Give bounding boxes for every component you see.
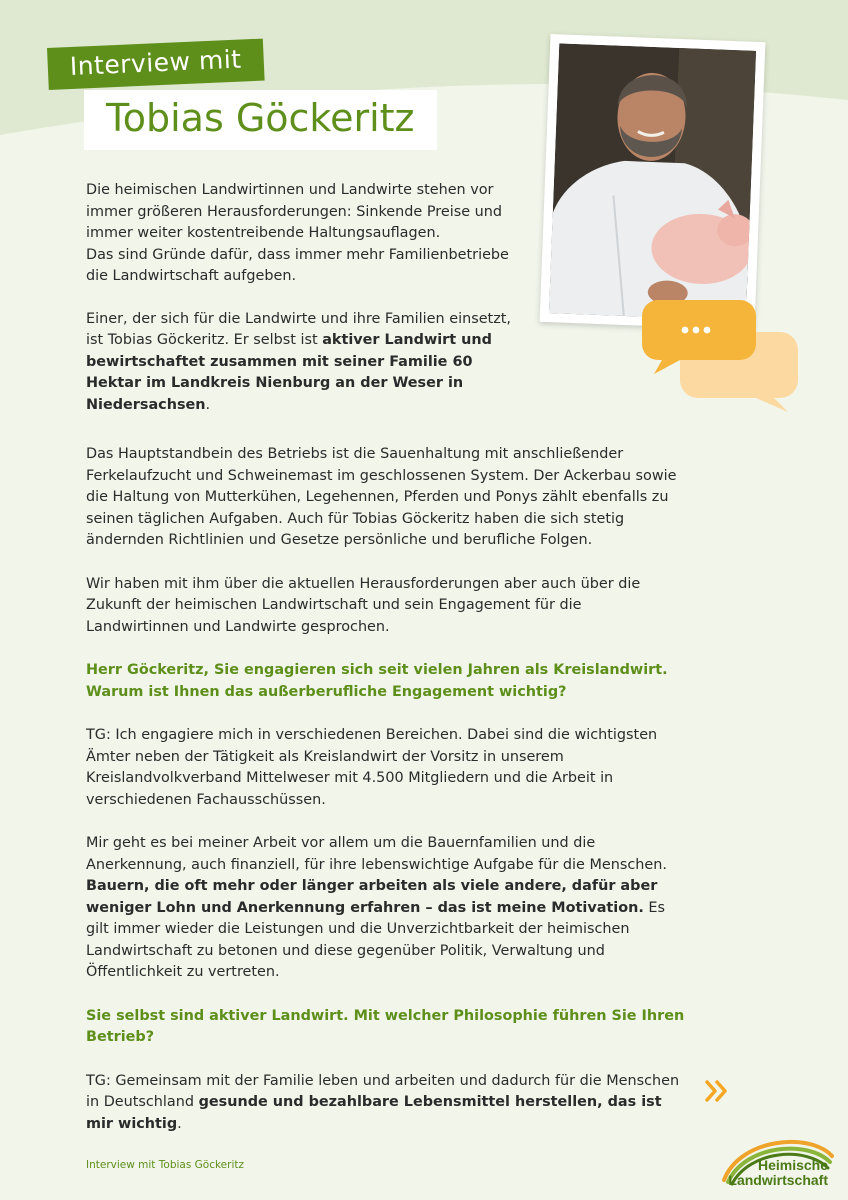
logo-line-2: Landwirtschaft	[728, 1172, 828, 1188]
answer-2: TG: Gemeinsam mit der Familie leben und arbeiten und dadurch für die Menschen in Deutschland gesunde und bezahlbare Lebensmittel herstellen, das ist mir wichtig.	[86, 1072, 680, 1132]
article-body	[86, 180, 686, 1135]
intro-paragraph-3: Das Hauptstandbein des Betriebs ist die Sauenhaltung mit anschließender Ferkelaufzucht und Schweinemast im geschlossenen System. Der Ackerbau sowie die Haltung von Mutterkühen, Legehennen, Pferden und Ponys zählt ebenfalls zu seinen täglichen Aufgaben. Auch für Tobias Göckeritz haben die sich stetig ändernden Richtlinien und Gesetze persönliche und berufliche Folgen.	[86, 446, 677, 548]
answer-1-paragraph-2: Mir geht es bei meiner Arbeit vor allem um die Bauernfamilien und die Anerkennung, auch finanziell, für ihre lebenswichtige Aufgabe für die Menschen. Bauern, die oft mehr oder länger arbeiten als viele andere, dafür aber weniger Lohn und Anerkennung erfahren – das ist meine Motivation. Es gilt immer wieder die Leistungen und die Unverzichtbarkeit der heimischen Landwirtschaft zu betonen und diese gegenüber Politik, Verwaltung und Öffentlichkeit zu vertreten.	[86, 835, 667, 980]
logo	[728, 1158, 828, 1188]
question-2: Sie selbst sind aktiver Landwirt. Mit welcher Philosophie führen Sie Ihren Betrieb?	[86, 1007, 685, 1045]
title-tag: Interview mit	[47, 39, 264, 90]
logo-line-1: Heimische	[757, 1157, 828, 1173]
double-chevron-right-icon[interactable]	[704, 1078, 730, 1104]
page-title: Tobias Göckeritz	[84, 90, 437, 150]
intro-paragraph-2: Einer, der sich für die Landwirte und ihre Familien einsetzt, ist Tobias Göckeritz. Er selbst ist aktiver Landwirt und bewirtschaftet zusammen mit seiner Familie 60 Hektar im Landkreis Nienburg an der Weser in Niedersachsen.	[86, 310, 511, 413]
question-1: Herr Göckeritz, Sie engagieren sich seit vielen Jahren als Kreislandwirt. Warum ist Ihnen das außerberufliche Engagement wichtig?	[86, 662, 668, 700]
intro-paragraph-4: Wir haben mit ihm über die aktuellen Herausforderungen aber auch über die Zukunft der heimischen Landwirtschaft und sein Engagement für die Landwirtinnen und Landwirte gesprochen.	[86, 575, 641, 635]
footer-text: Interview mit Tobias Göckeritz	[86, 1159, 245, 1171]
answer-1-paragraph-1: TG: Ich engagiere mich in verschiedenen Bereichen. Dabei sind die wichtigsten Ämter neben der Tätigkeit als Kreislandwirt der Vorsitz in unserem Kreislandvolkverband Mittelweser mit 4.500 Mitgliedern und die Arbeit in verschiedenen Fachausschüssen.	[86, 727, 658, 808]
intro-paragraph-1: Die heimischen Landwirtinnen und Landwirte stehen vor immer größeren Herausforderungen: Sinkende Preise und immer weiter kostentreibende Haltungsauflagen. Das sind Gründe dafür, dass immer mehr Familienbetriebe die Landwirtschaft aufgeben.	[86, 182, 509, 284]
